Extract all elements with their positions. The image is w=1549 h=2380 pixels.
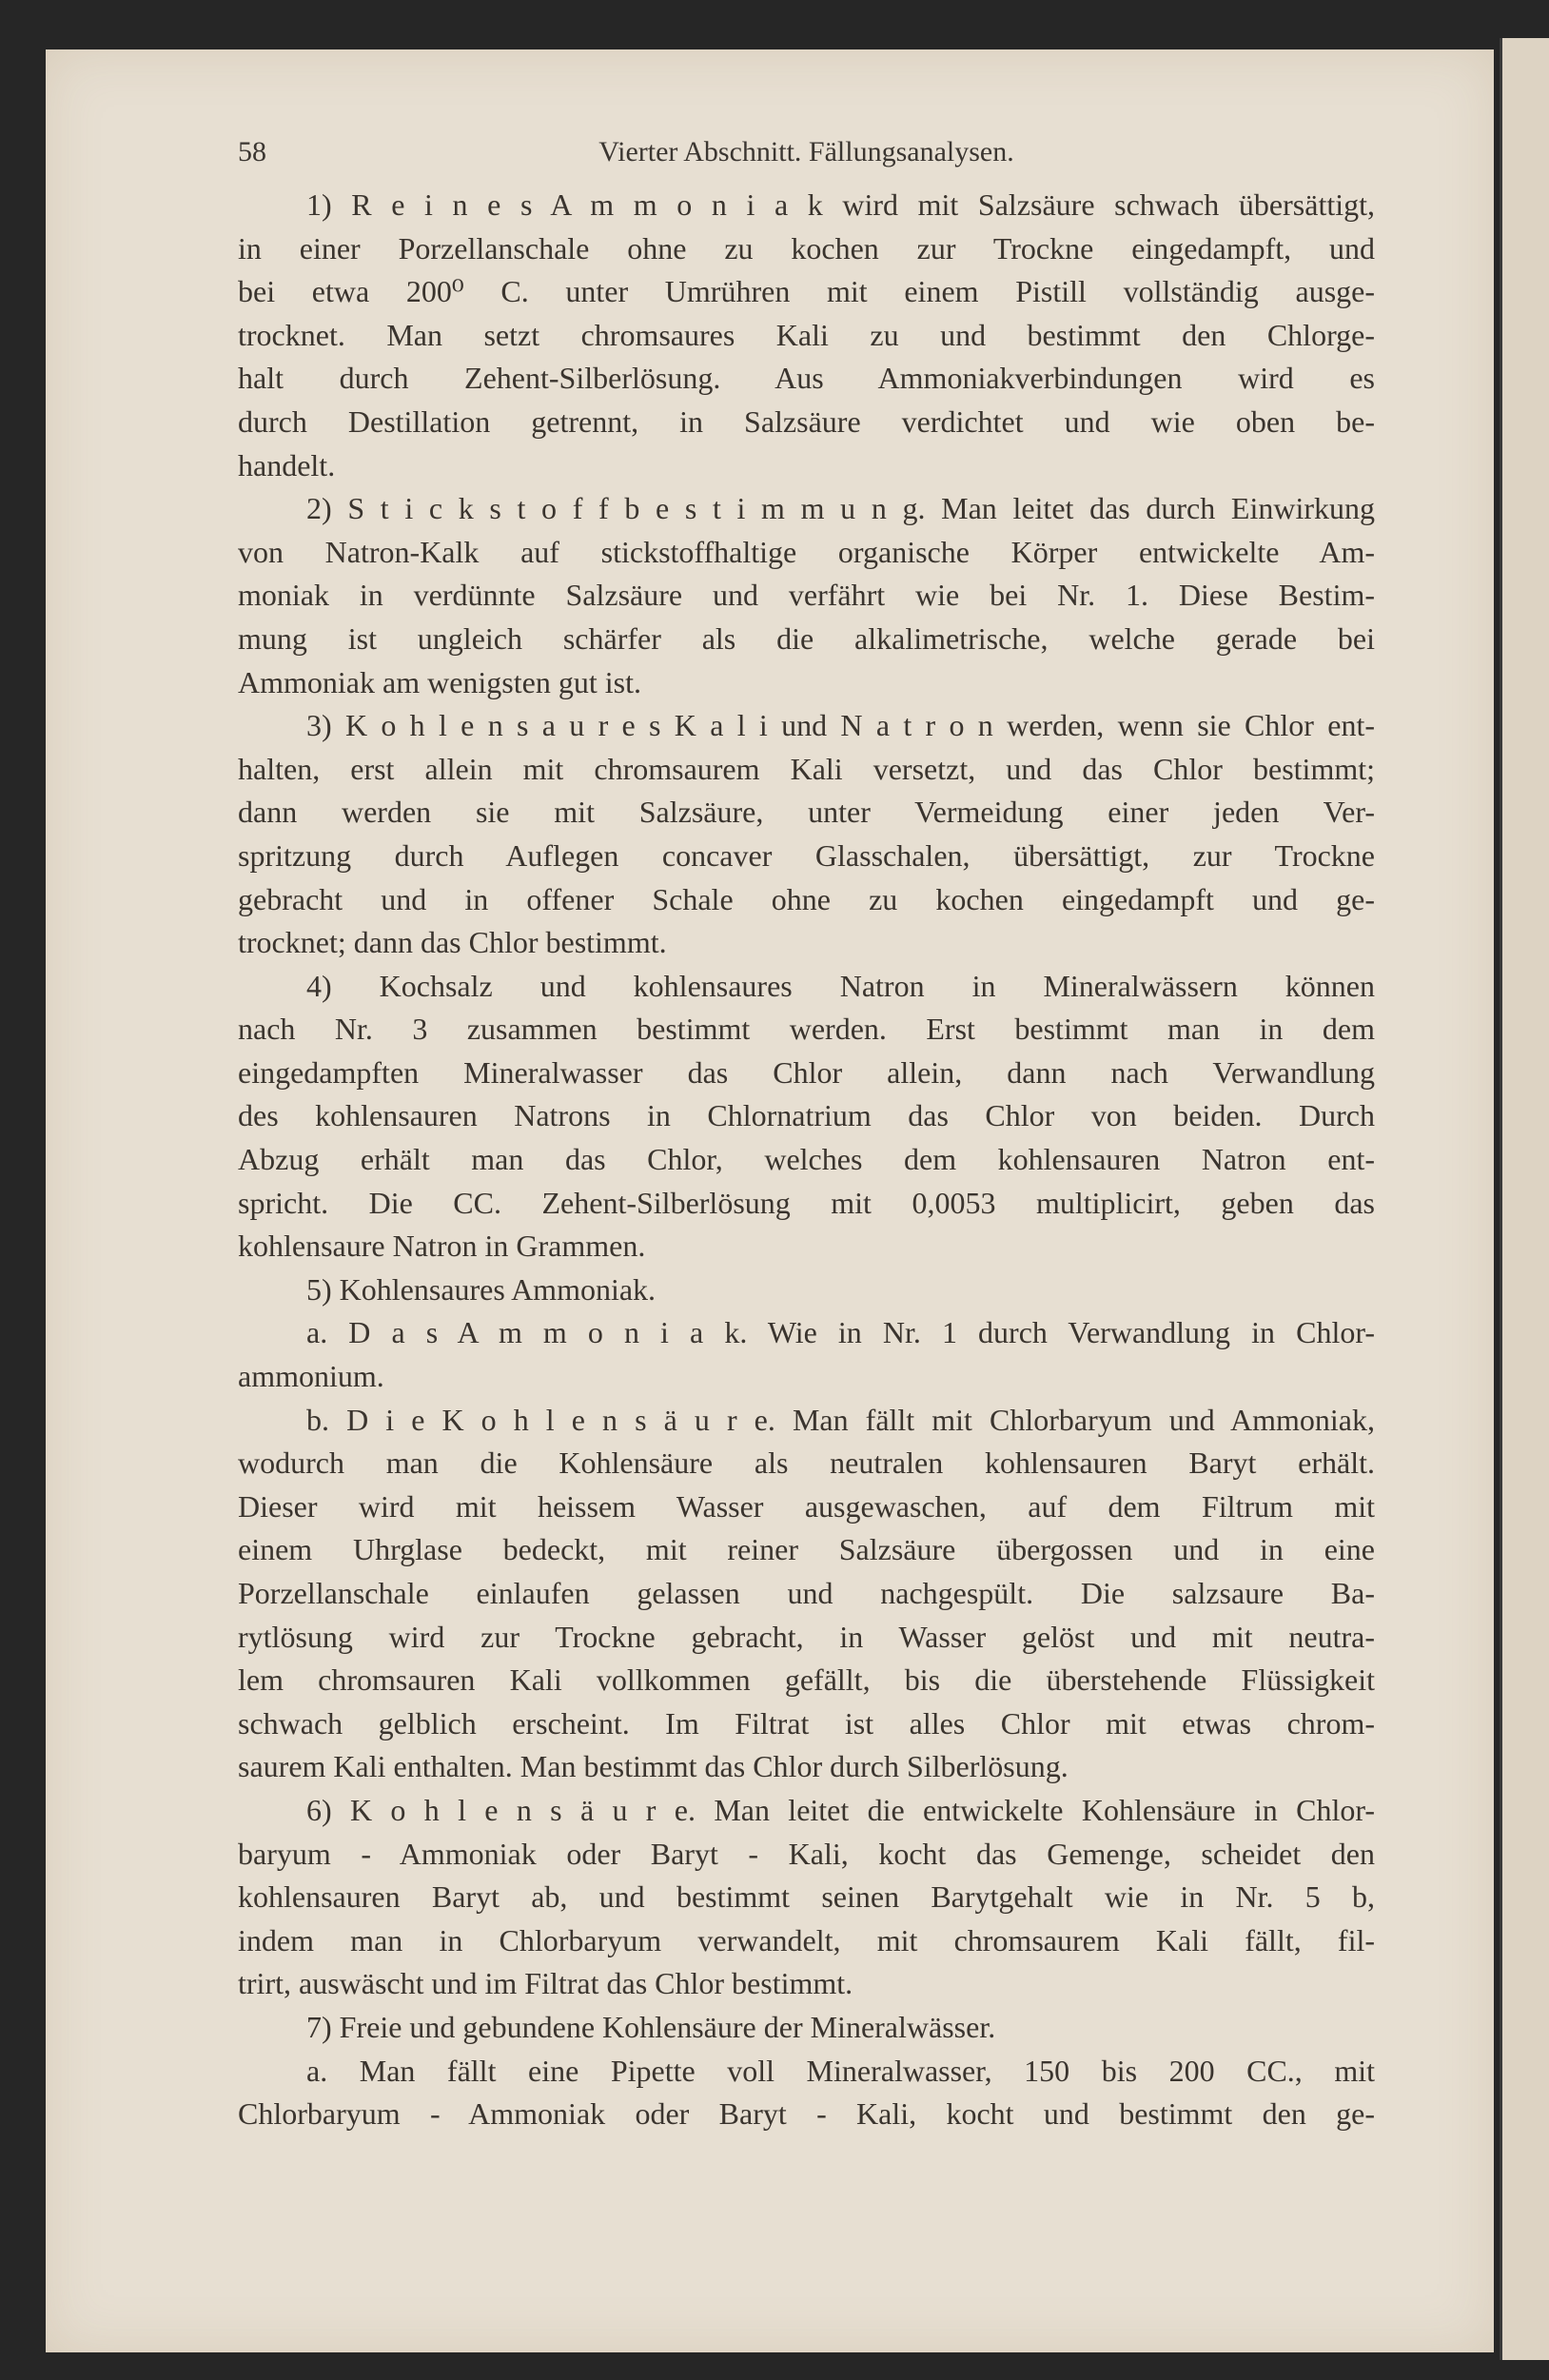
text-line: a. D a s A m m o n i a k. Wie in Nr. 1 durch Verwandlung in Chlor- [306, 1315, 1375, 1350]
text-line: 2) S t i c k s t o f f b e s t i m m u n g. Man leitet das durch Einwirkung [306, 491, 1375, 526]
adjacent-page-edge [1500, 38, 1549, 2360]
text-line: 6) K o h l e n s ä u r e. Man leitet die entwickelte Kohlensäure in Chlor- [306, 1792, 1375, 1827]
text-line: halt durch Zehent-Silberlösung. Aus Ammoniakverbindungen wird es [238, 361, 1375, 396]
text-line: handelt. [238, 447, 336, 482]
text-line: Chlorbaryum - Ammoniak oder Baryt - Kali, kocht und bestimmt den ge- [238, 2096, 1375, 2132]
text-line: trirt, auswäscht und im Filtrat das Chlor bestimmt. [238, 1966, 853, 2001]
body-text [238, 184, 1375, 2136]
text-line: mung ist ungleich schärfer als die alkalimetrische, welche gerade bei [238, 620, 1375, 656]
text-line: lem chromsauren Kali vollkommen gefällt, bis die überstehende Flüssigkeit [238, 1662, 1375, 1698]
text-line: 4) Kochsalz und kohlensaures Natron in Mineralwässern können [306, 968, 1375, 1003]
text-line: in einer Porzellanschale ohne zu kochen zur Trockne eingedampft, und [238, 230, 1375, 266]
text-line: baryum - Ammoniak oder Baryt - Kali, kocht das Gemenge, scheidet den [238, 1836, 1375, 1871]
text-line: trocknet; dann das Chlor bestimmt. [238, 925, 667, 960]
text-line: gebracht und in offener Schale ohne zu kochen eingedampft und ge- [238, 881, 1375, 916]
text-line: 3) K o h l e n s a u r e s K a l i und N a t r o n werden, wenn sie Chlor ent- [306, 708, 1375, 743]
running-header [238, 136, 1375, 174]
text-line: a. Man fällt eine Pipette voll Mineralwasser, 150 bis 200 CC., mit [306, 2053, 1375, 2088]
text-line: indem man in Chlorbaryum verwandelt, mit chromsaurem Kali fällt, fil- [238, 1922, 1375, 1957]
text-line: 1) R e i n e s A m m o n i a k wird mit Salzsäure schwach übersättigt, [306, 187, 1375, 222]
text-line: kohlensaure Natron in Grammen. [238, 1229, 646, 1264]
text-line: einem Uhrglase bedeckt, mit reiner Salzsäure übergossen und in eine [238, 1532, 1375, 1567]
text-line: 7) Freie und gebundene Kohlensäure der Mineralwässer. [306, 2009, 996, 2044]
text-line: eingedampften Mineralwasser das Chlor allein, dann nach Verwandlung [238, 1054, 1375, 1090]
text-line: trocknet. Man setzt chromsaures Kali zu und bestimmt den Chlorge- [238, 317, 1375, 352]
text-line: bei etwa 200⁰ C. unter Umrühren mit einem Pistill vollständig ausge- [238, 274, 1375, 309]
text-line: ammonium. [238, 1359, 384, 1394]
text-line: durch Destillation getrennt, in Salzsäure verdichtet und wie oben be- [238, 403, 1375, 439]
text-line: wodurch man die Kohlensäure als neutralen kohlensauren Baryt erhält. [238, 1446, 1375, 1481]
text-line: rytlösung wird zur Trockne gebracht, in Wasser gelöst und mit neutra- [238, 1619, 1375, 1654]
text-line: saurem Kali enthalten. Man bestimmt das Chlor durch Silberlösung. [238, 1749, 1069, 1784]
text-line: kohlensauren Baryt ab, und bestimmt seinen Barytgehalt wie in Nr. 5 b, [238, 1879, 1375, 1915]
text-line: Dieser wird mit heissem Wasser ausgewaschen, auf dem Filtrum mit [238, 1488, 1375, 1524]
text-line: spricht. Die CC. Zehent-Silberlösung mit 0,0053 multiplicirt, geben das [238, 1185, 1375, 1220]
text-line: spritzung durch Auflegen concaver Glasschalen, übersättigt, zur Trockne [238, 837, 1375, 873]
text-line: Abzug erhält man das Chlor, welches dem kohlensauren Natron ent- [238, 1142, 1375, 1177]
text-line: schwach gelblich erscheint. Im Filtrat ist alles Chlor mit etwas chrom- [238, 1705, 1375, 1741]
text-line: halten, erst allein mit chromsaurem Kali versetzt, und das Chlor bestimmt; [238, 751, 1375, 786]
page-number: 58 [238, 136, 266, 167]
text-line: nach Nr. 3 zusammen bestimmt werden. Erst bestimmt man in dem [238, 1012, 1375, 1047]
text-line: von Natron-Kalk auf stickstoffhaltige organische Körper entwickelte Am- [238, 534, 1375, 569]
text-line: Porzellanschale einlaufen gelassen und nachgespült. Die salzsaure Ba- [238, 1576, 1375, 1610]
running-title: Vierter Abschnitt. Fällungsanalysen. [598, 136, 1014, 167]
text-line: 5) Kohlensaures Ammoniak. [306, 1271, 657, 1307]
text-line: moniak in verdünnte Salzsäure und verfährt wie bei Nr. 1. Diese Bestim- [238, 578, 1375, 613]
text-line: dann werden sie mit Salzsäure, unter Vermeidung einer jeden Ver- [238, 795, 1375, 830]
text-line: des kohlensauren Natrons in Chlornatrium das Chlor von beiden. Durch [238, 1098, 1375, 1133]
text-line: Ammoniak am wenigsten gut ist. [238, 664, 641, 699]
text-line: b. D i e K o h l e n s ä u r e. Man fällt mit Chlorbaryum und Ammoniak, [306, 1402, 1375, 1437]
